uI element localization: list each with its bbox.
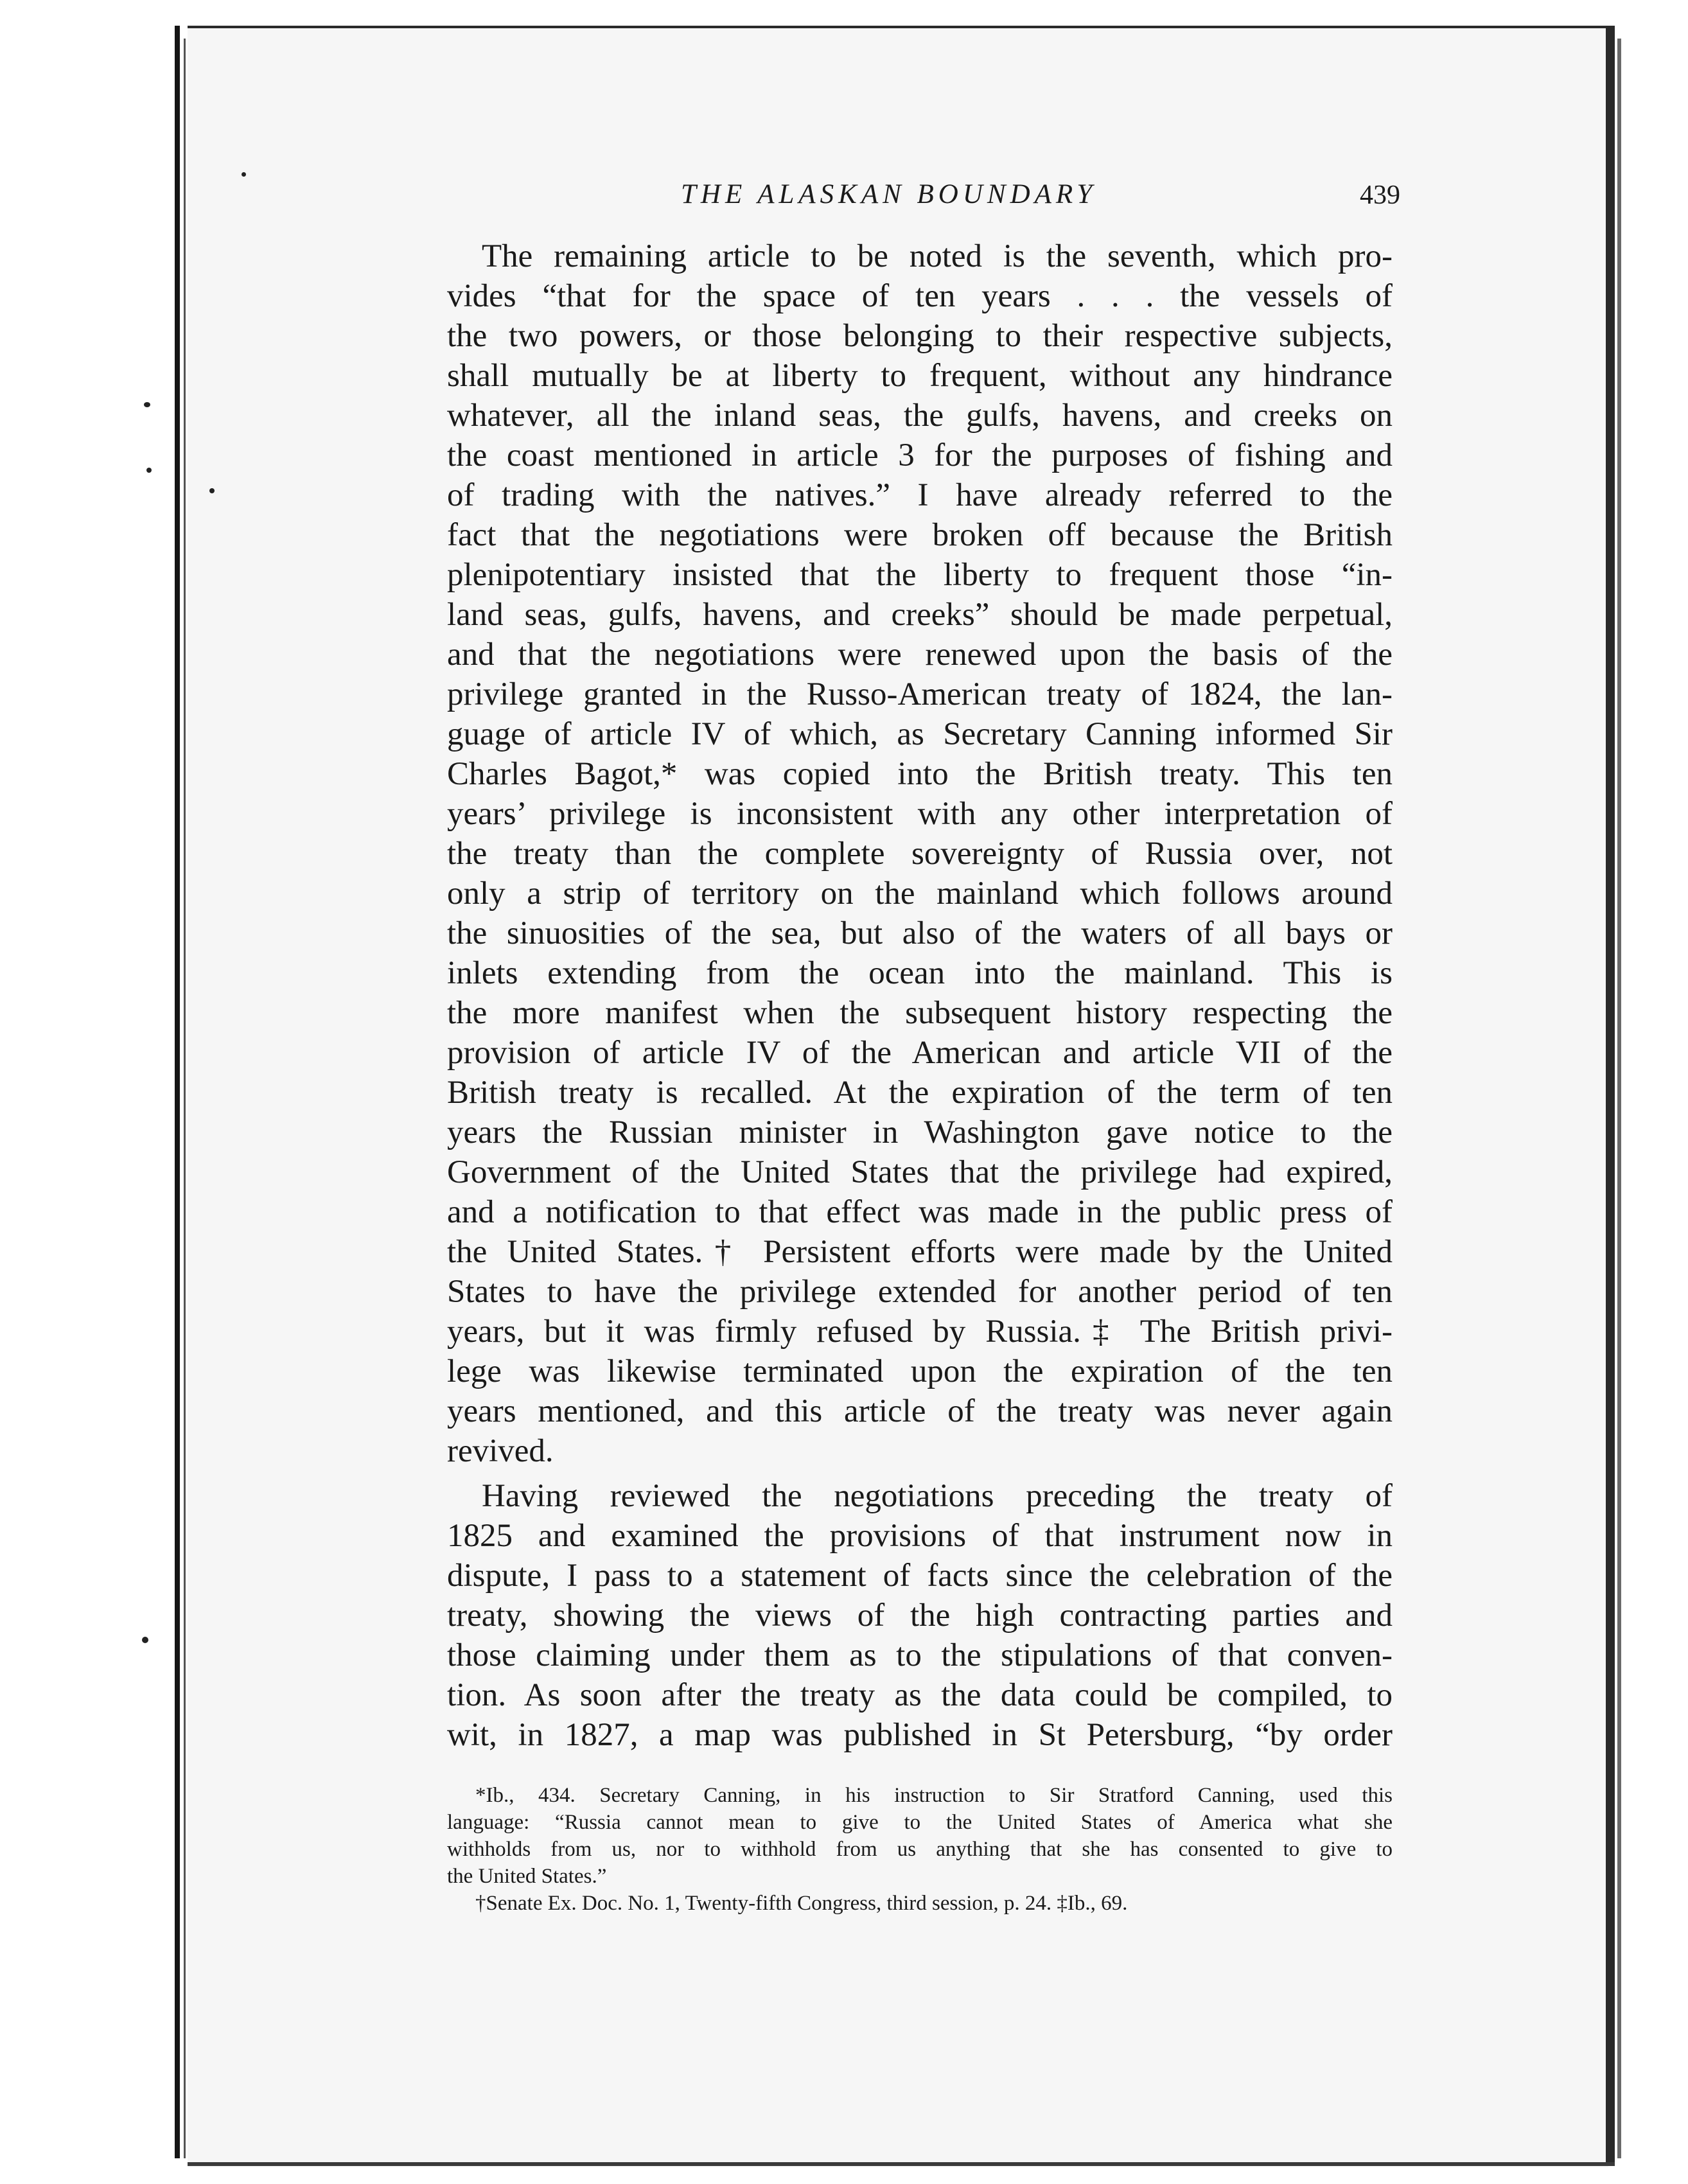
text-line: fact that the negotiations were broken off because the British — [447, 517, 1393, 553]
text-line: privilege granted in the Russo-American treaty of 1824, the lan- — [447, 676, 1393, 712]
body-text — [447, 236, 1393, 1755]
text-line: and a notification to that effect was made in the public press of — [447, 1194, 1393, 1230]
text-line: revived. — [447, 1433, 554, 1469]
text-line: only a strip of territory on the mainland which follows around — [447, 876, 1393, 911]
text-line: vides “that for the space of ten years . . . the vessels of — [447, 278, 1393, 314]
text-line: of trading with the natives.” I have already referred to the — [447, 477, 1393, 513]
page-number: 439 — [1360, 181, 1400, 210]
footnote-line: *Ib., 434. Secretary Canning, in his instruction to Sir Stratford Canning, used this — [475, 1784, 1393, 1807]
text-line: years mentioned, and this article of the treaty was never again — [447, 1393, 1393, 1429]
facing-page-margin — [0, 0, 173, 2184]
text-line: the treaty than the complete sovereignty of Russia over, not — [447, 836, 1393, 872]
text-line: the coast mentioned in article 3 for the purposes of fishing and — [447, 437, 1393, 473]
text-line: tion. As soon after the treaty as the data could be compiled, to — [447, 1677, 1393, 1713]
text-line: guage of article IV of which, as Secretary Canning informed Sir — [447, 716, 1393, 752]
text-line: those claiming under them as to the stipulations of that conven- — [447, 1637, 1393, 1673]
text-line: whatever, all the inland seas, the gulfs, havens, and creeks on — [447, 398, 1393, 434]
footnote-line: †Senate Ex. Doc. No. 1, Twenty-fifth Congress, third session, p. 24. ‡Ib., 69. — [475, 1892, 1128, 1915]
running-title: THE ALASKAN BOUNDARY — [681, 179, 1097, 209]
book-gutter — [175, 26, 180, 2158]
footnote-line: language: “Russia cannot mean to give to the United States of America what she — [447, 1811, 1393, 1834]
scan-speck — [146, 468, 152, 473]
text-line: the sinuosities of the sea, but also of the waters of all bays or — [447, 915, 1393, 951]
text-line: Government of the United States that the privilege had expired, — [447, 1154, 1393, 1190]
text-line: 1825 and examined the provisions of that instrument now in — [447, 1518, 1393, 1554]
text-line: dispute, I pass to a statement of facts since the celebration of the — [447, 1558, 1393, 1594]
page-bottom-edge — [188, 2162, 1615, 2166]
scan-speck — [242, 172, 246, 177]
text-line: years the Russian minister in Washington gave notice to the — [447, 1114, 1393, 1150]
text-line: inlets extending from the ocean into the mainland. This is — [447, 955, 1393, 991]
page-edge — [1606, 26, 1615, 2165]
text-line: the more manifest when the subsequent history respecting the — [447, 995, 1393, 1031]
footnote-line: the United States.” — [447, 1865, 607, 1888]
text-line: the two powers, or those belonging to their respective subjects, — [447, 318, 1393, 354]
text-line: treaty, showing the views of the high contracting parties and — [447, 1598, 1393, 1634]
scan-speck — [144, 402, 150, 407]
text-line: plenipotentiary insisted that the liberty to frequent those “in- — [447, 557, 1393, 593]
text-line: and that the negotiations were renewed upon the basis of the — [447, 637, 1393, 673]
paragraph-gap — [447, 1471, 1393, 1476]
text-line: lege was likewise terminated upon the expiration of the ten — [447, 1353, 1393, 1389]
text-line: shall mutually be at liberty to frequent, without any hindrance — [447, 358, 1393, 394]
text-line: British treaty is recalled. At the expiration of the term of ten — [447, 1075, 1393, 1111]
text-line: The remaining article to be noted is the seventh, which pro- — [482, 238, 1393, 274]
text-line: years’ privilege is inconsistent with any other interpretation of — [447, 796, 1393, 832]
footnote-line: withholds from us, nor to withhold from us anything that she has consented to give to — [447, 1838, 1393, 1861]
text-line: Charles Bagot,* was copied into the British treaty. This ten — [447, 756, 1393, 792]
page-edge-shadow — [1617, 39, 1621, 2158]
text-line: years, but it was firmly refused by Russia.‡ The British privi- — [447, 1314, 1393, 1350]
text-line: land seas, gulfs, havens, and creeks” should be made perpetual, — [447, 597, 1393, 633]
text-line: provision of article IV of the American and article VII of the — [447, 1035, 1393, 1071]
text-line: States to have the privilege extended for another period of ten — [447, 1274, 1393, 1310]
scan-speck — [142, 1637, 148, 1643]
scan-speck — [209, 488, 215, 493]
book-gutter-shadow — [184, 39, 186, 2158]
footnotes — [447, 1782, 1393, 1917]
text-line: the United States.† Persistent efforts were made by the United — [447, 1234, 1393, 1270]
text-line: wit, in 1827, a map was published in St Petersburg, “by order — [447, 1717, 1393, 1753]
text-line: Having reviewed the negotiations preceding the treaty of — [482, 1478, 1393, 1514]
